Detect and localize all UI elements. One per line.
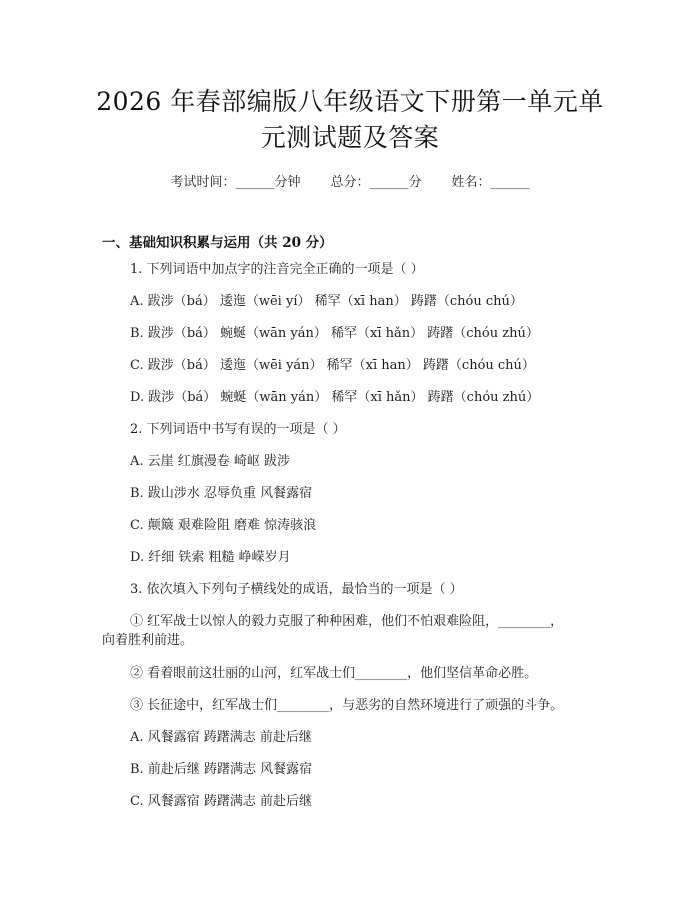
question-3-option-b: B. 前赴后继 踌躇满志 风餐露宿 xyxy=(130,762,313,777)
question-2-stem: 2. 下列词语中书写有误的一项是（ ） xyxy=(130,422,346,437)
question-1-option-a: A. 跋涉（bá） 逶迤（wēi yí） 稀罕（xī han） 踌躇（chóu chú） xyxy=(130,294,523,309)
exam-title-line-2: 元测试题及答案 xyxy=(260,123,440,152)
question-2-option-a: A. 云崖 红旗漫卷 崎岖 跋涉 xyxy=(130,454,291,469)
question-3-option-c: C. 风餐露宿 踌躇满志 前赴后继 xyxy=(130,794,313,809)
total-score-field: 总分：______分 xyxy=(330,175,422,190)
question-3-stem: 3. 依次填入下列句子横线处的成语，最恰当的一项是（ ） xyxy=(130,582,463,597)
question-2-option-b: B. 跋山涉水 忍辱负重 风餐露宿 xyxy=(130,486,313,501)
question-3-option-a: A. 风餐露宿 踌躇满志 前赴后继 xyxy=(130,730,312,745)
question-1-stem: 1. 下列词语中加点字的注音完全正确的一项是（ ） xyxy=(130,262,424,277)
question-3-sentence-1-line-1: ① 红军战士以惊人的毅力克服了种种困难，他们不怕艰难险阻，________， xyxy=(130,614,564,629)
section-heading-basics: 一、基础知识积累与运用（共 20 分） xyxy=(102,235,333,251)
exam-title-line-1: 2026 年春部编版八年级语文下册第一单元单 xyxy=(96,87,604,116)
question-1-option-c: C. 跋涉（bá） 逶迤（wēi yán） 稀罕（xī han） 踌躇（chóu chú） xyxy=(130,358,535,373)
question-1-option-d: D. 跋涉（bá） 蜿蜒（wān yán） 稀罕（xī hǎn） 踌躇（chóu zhú） xyxy=(130,390,540,405)
question-2-option-c: C. 颠簸 艰难险阻 磨难 惊涛骇浪 xyxy=(130,518,317,533)
question-3-sentence-3: ③ 长征途中，红军战士们________，与恶劣的自然环境进行了顽强的斗争。 xyxy=(130,698,564,713)
student-name-field: 姓名：______ xyxy=(451,175,530,190)
question-3-sentence-2: ② 看着眼前这壮丽的山河，红军战士们________，他们坚信革命必胜。 xyxy=(130,666,538,681)
exam-meta-row xyxy=(0,171,700,190)
question-2-option-d: D. 纤细 铁索 粗糙 峥嵘岁月 xyxy=(130,550,291,565)
exam-time-field: 考试时间：______分钟 xyxy=(170,175,301,190)
question-3-sentence-1-line-2: 向着胜利前进。 xyxy=(102,633,194,648)
question-1-option-b: B. 跋涉（bá） 蜿蜒（wān yán） 稀罕（xī hǎn） 踌躇（chóu zhú） xyxy=(130,326,539,341)
